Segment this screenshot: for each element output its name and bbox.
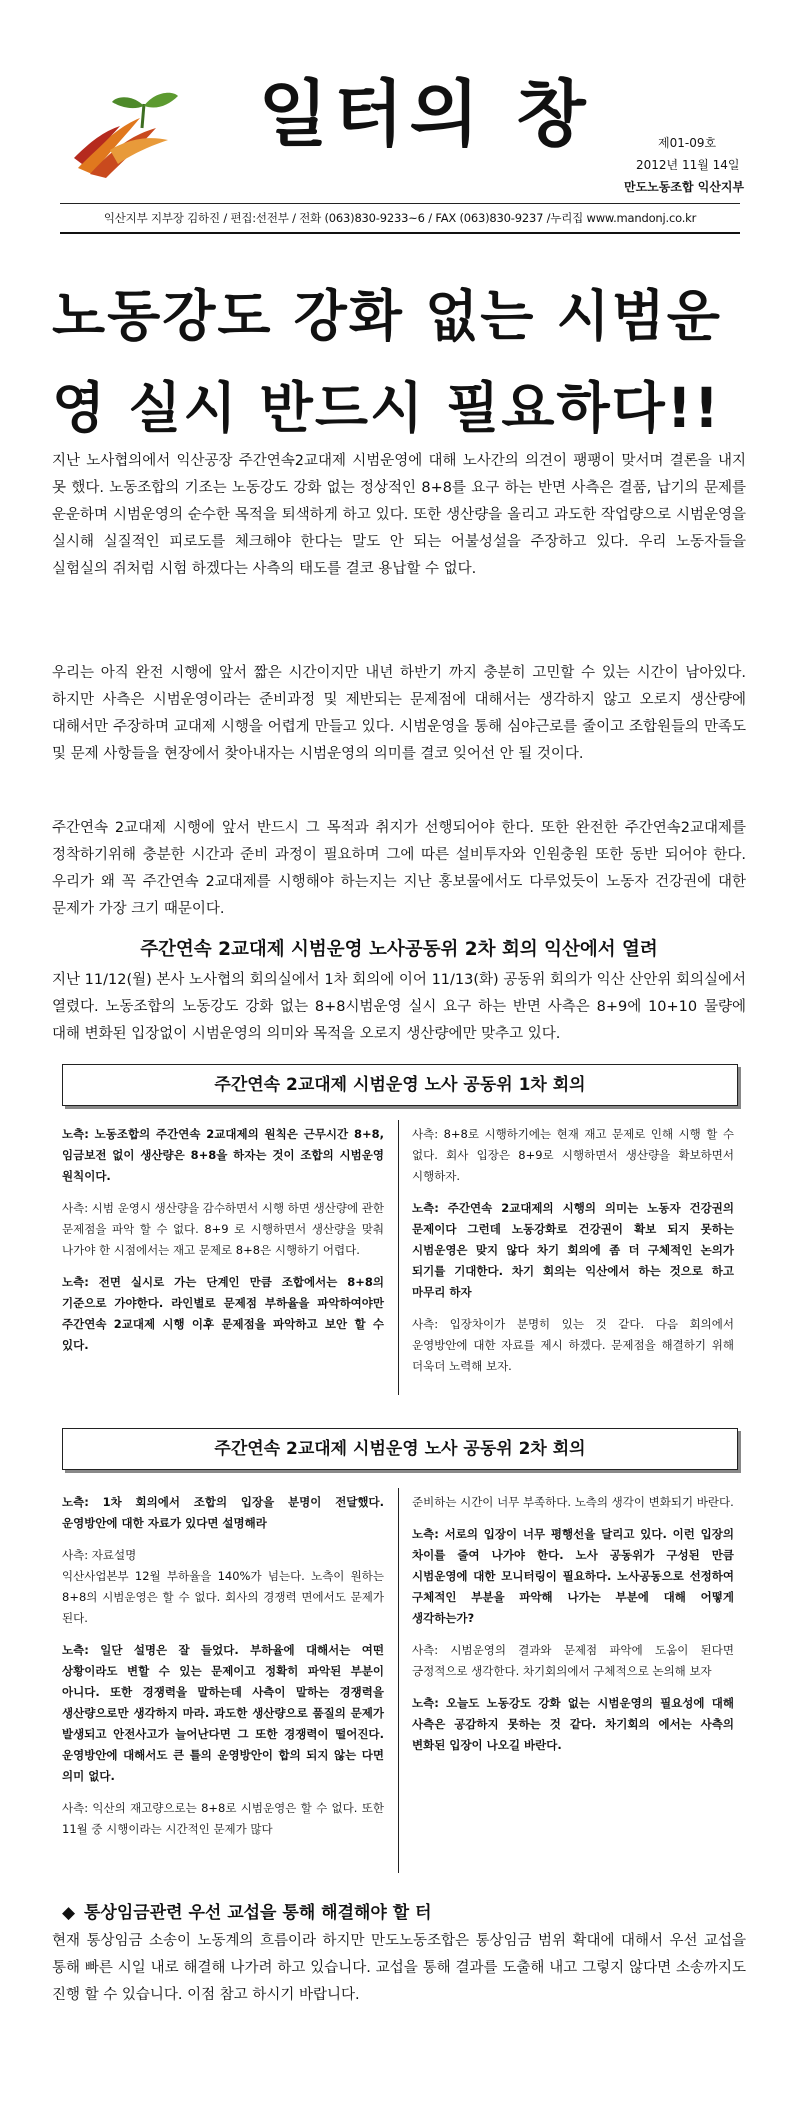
meeting-1-right-item: 사측: 입장차이가 분명히 있는 것 같다. 다음 회의에서 운영방안에 대한 자료를 제시 하겠다. 문제점을 해결하기 위해 더욱더 노력해 보자.: [412, 1317, 734, 1373]
issue-number: 제01-09호: [658, 136, 717, 150]
intro-paragraph-3: 주간연속 2교대제 시행에 앞서 반드시 그 목적과 취지가 선행되어야 한다. 또한 완전한 주간연속2교대제를 정착하기위해 충분한 시간과 준비 과정이 필요하며 그에 따른 설비투자와 인원충원 또한 동반 되어야 한다. 우리가 왜 꼭 주간연속 2교대제를 시행해야 하는지는 지난 홍보물에서도 다루었듯이 노동자 건강권에 대한 문제가 가장 크기 때문이다.: [52, 820, 746, 917]
top-divider: [60, 203, 740, 204]
headline: [52, 270, 752, 454]
meeting-1-left-item: 사측: 시범 운영시 생산량을 감수하면서 시행 하면 생산량에 관한 문제점을 파악 할 수 없다. 8+9 로 시행하면서 생산량을 맞춰 나가야 한 시점에서는 재고 문제로 8+8은 시행하기 어렵다.: [62, 1201, 384, 1257]
meeting-2-right-item: 사측: 시범운영의 결과와 문제점 파악에 도움이 된다면 긍정적으로 생각한다. 차기회의에서 구체적으로 논의해 보자: [412, 1643, 734, 1678]
notice-title: 통상임금관련 우선 교섭을 통해 해결해야 할 터: [84, 1903, 432, 1923]
meeting-2-left-item: 노측: 일단 설명은 잘 들었다. 부하율에 대해서는 여떤 상황이라도 변할 수 있는 문제이고 정확히 파악된 부분이 아니다. 또한 경쟁력을 말하는데 사측이 말하는 경쟁력을 생산량으로만 생각하지 마라. 과도한 생산량으로 품질의 문제가 발생되고 안전사고가 늘어난다면 그 또한 경쟁력이 떨어진다. 운영방안에 대해서도 큰 틀의 운영방안이 합의 되지 않는 다면 의미 없다.: [62, 1643, 384, 1783]
meeting-2-left-column: [62, 1492, 384, 1851]
meeting-1-right-column: [412, 1124, 734, 1388]
column-divider: [398, 1120, 399, 1395]
diamond-bullet-icon: ◆: [62, 1903, 76, 1923]
meeting-2-right-column: [412, 1492, 734, 1767]
column-divider: [398, 1488, 399, 1873]
meeting-1-left-column: [62, 1124, 384, 1367]
meeting-2-heading: 주간연속 2교대제 시범운영 노사 공동위 2차 회의: [62, 1428, 738, 1470]
newsletter-title: 일터의 창: [258, 72, 592, 156]
meeting-1-left-item: 노측: 노동조합의 주간연속 2교대제의 원칙은 근무시간 8+8, 임금보전 없이 생산량은 8+8을 하자는 것이 조합의 시범운영 원칙이다.: [62, 1127, 384, 1183]
meeting-1-right-item: 노측: 주간연속 2교대제의 시행의 의미는 노동자 건강권의 문제이다 그런데 노동강화로 건강권이 확보 되지 못하는 시범운영은 맞지 않다 차기 회의에 좀 더 구체적인 논의가 되기를 기대한다. 차기 회의는 익산에서 하는 것으로 하고 마무리 하자: [412, 1201, 734, 1299]
meeting-2-left-item: 사측: 익산의 재고량으로는 8+8로 시범운영은 할 수 없다. 또한 11월 중 시행이라는 시간적인 문제가 많다: [62, 1801, 384, 1836]
sprout-logo-icon: [70, 88, 188, 180]
meeting-2-left-item: 사측: 자료설명 익산사업본부 12월 부하율을 140%가 넘는다. 노측이 원하는 8+8의 시범운영은 할 수 없다. 회사의 경쟁력 면에서도 문제가 된다.: [62, 1548, 384, 1625]
issue-org: 만도노동조합 익산지부: [624, 180, 745, 194]
meeting-2-right-item: 노측: 서로의 입장이 너무 평행선을 달리고 있다. 이런 입장의 차이를 줄여 나가야 한다. 노사 공동위가 구성된 만큼 시범운영에 대한 모니터링이 필요하다. 노사공동으로 선정하여 구체적인 부분을 파악해 나가는 부분에 대해 어떻게 생각하는가?: [412, 1527, 734, 1625]
issue-date: 2012년 11월 14일: [636, 158, 740, 172]
headline-line-2: 영 실시 반드시 필요하다!!: [52, 376, 721, 440]
issue-info: [624, 132, 784, 198]
intro-paragraph-2: 우리는 아직 완전 시행에 앞서 짧은 시간이지만 내년 하반기 까지 충분히 고민할 수 있는 시간이 남아있다. 하지만 사측은 시범운영이라는 준비과정 및 제반되는 문제점에 대해서는 생각하지 않고 오로지 생산량에 대해서만 주장하며 교대제 시행을 어렵게 만들고 있다. 시범운영을 통해 심야근로를 줄이고 조합원들의 만족도 및 문제 사항들을 현장에서 찾아내자는 시범운영의 의미를 결코 잊어선 안 될 것이다.: [52, 665, 746, 762]
section-heading: 주간연속 2교대제 시범운영 노사공동위 2차 회의 익산에서 열려: [140, 939, 658, 960]
bottom-divider: [60, 232, 740, 234]
meeting-2-right-item: 노측: 오늘도 노동강도 강화 없는 시범운영의 필요성에 대해 사측은 공감하지 못하는 것 같다. 차기회의 에서는 사측의 변화된 입장이 나오길 바란다.: [412, 1696, 734, 1752]
headline-line-1: 노동강도 강화 없는 시범운: [52, 284, 722, 348]
notice-heading: [62, 1898, 432, 1923]
meeting-1-left-item: 노측: 전면 실시로 가는 단계인 만큼 조합에서는 8+8의 기준으로 가야한다. 라인별로 문제점 부하율을 파악하여야만 주간연속 2교대제 시행 이후 문제점을 파악하고 보안 할 수 있다.: [62, 1275, 384, 1352]
intro-paragraph-1: 지난 노사협의에서 익산공장 주간연속2교대제 시범운영에 대해 노사간의 의견이 팽팽이 맞서며 결론을 내지 못 했다. 노동조합의 기조는 노동강도 강화 없는 정상적인 8+8를 요구 하는 반면 사측은 결품, 납기의 문제를 운운하며 시범운영의 순수한 목적을 퇴색하게 하고 있다. 또한 생산량을 올리고 과도한 작업량으로 시범운영을 실시해 실질적인 피로도를 체크해야 한다는 말도 안 되는 어불성설을 주장하고 있다. 우리 노동자들을 실험실의 쥐처럼 시험 하겠다는 사측의 태도를 결코 용납할 수 없다.: [52, 453, 746, 577]
contact-line: 익산지부 지부장 김하진 / 편집:선전부 / 전화 (063)830-9233~6 / FAX (063)830-9237 /누리집 www.mandonj.co.kr: [103, 211, 697, 225]
meeting-2-left-item: 노측: 1차 회의에서 조합의 입장을 분명이 전달했다. 운영방안에 대한 자료가 있다면 설명해라: [62, 1495, 384, 1530]
section-body: 지난 11/12(월) 본사 노사협의 회의실에서 1차 회의에 이어 11/13(화) 공동위 회의가 익산 산안위 회의실에서 열렸다. 노동조합의 노동강도 강화 없는 8+8시범운영 실시 요구 하는 반면 사측은 8+9에 10+10 물량에 대해 변화된 입장없이 시범운영의 의미와 목적을 오로지 생산량에만 맞추고 있다.: [52, 972, 746, 1042]
meeting-1-heading: 주간연속 2교대제 시범운영 노사 공동위 1차 회의: [62, 1064, 738, 1106]
notice-body: 현재 통상임금 소송이 노동계의 흐름이라 하지만 만도노동조합은 통상임금 범위 확대에 대해서 우선 교섭을 통해 빠른 시일 내로 해결해 나가려 하고 있습니다. 교섭을 통해 결과를 도출해 내고 그렇지 않다면 소송까지도 진행 할 수 있습니다. 이점 참고 하시기 바랍니다.: [52, 1933, 746, 2003]
meeting-2-right-item: 준비하는 시간이 너무 부족하다. 노측의 생각이 변화되기 바란다.: [412, 1495, 734, 1509]
meeting-1-right-item: 사측: 8+8로 시행하기에는 현재 재고 문제로 인해 시행 할 수 없다. 회사 입장은 8+9로 시행하면서 생산량을 확보하면서 시행하자.: [412, 1127, 734, 1183]
